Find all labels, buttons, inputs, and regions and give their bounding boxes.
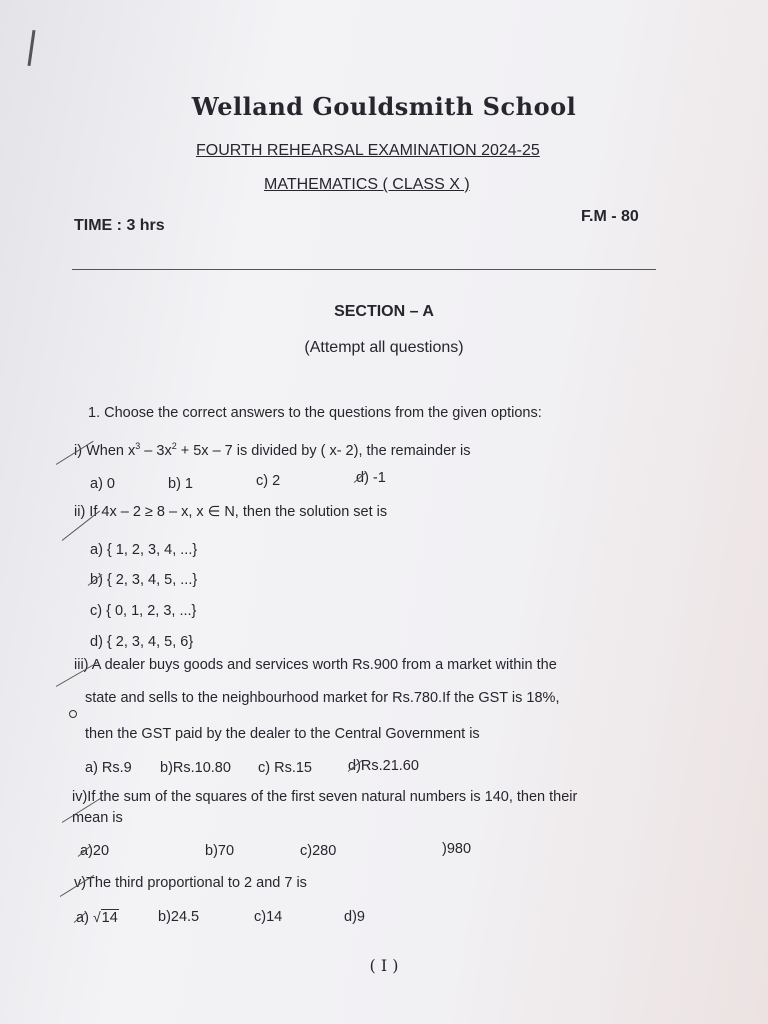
option-i-a: a) 0 bbox=[90, 476, 115, 492]
option-i-d: d) -1 bbox=[356, 470, 386, 486]
option-iv-b: b)70 bbox=[205, 843, 235, 859]
option-v-c: c)14 bbox=[254, 909, 283, 925]
question-i-part2: – 3x bbox=[140, 442, 172, 459]
question-iv-line1: iv)If the sum of the squares of the first seven natural numbers is 140, then their bbox=[72, 789, 578, 805]
option-ii-a: a) { 1, 2, 3, 4, ...} bbox=[90, 542, 198, 558]
section-title: SECTION – A bbox=[334, 303, 434, 320]
question-iv-line2: mean is bbox=[72, 810, 123, 826]
question-iii-line1: iii) A dealer buys goods and services worth Rs.900 from a market within the bbox=[74, 657, 557, 673]
question-iii-line3: then the GST paid by the dealer to the Central Government is bbox=[85, 726, 480, 742]
question-i-part3: + 5x – 7 is divided by ( x- 2), the remainder is bbox=[176, 442, 471, 459]
question-ii-stem: ii) If 4x – 2 ≥ 8 – x, x ∈ N, then the solution set is bbox=[74, 504, 388, 520]
exam-time: TIME : 3 hrs bbox=[74, 217, 165, 234]
option-iii-d: d)Rs.21.60 bbox=[348, 758, 419, 774]
option-iii-c: c) Rs.15 bbox=[258, 760, 312, 776]
option-ii-b: b) { 2, 3, 4, 5, ...} bbox=[90, 572, 198, 588]
margin-pen-mark bbox=[28, 30, 36, 66]
option-i-b: b) 1 bbox=[168, 476, 193, 492]
square-root: √14 bbox=[92, 909, 118, 926]
question-v-stem: v)The third proportional to 2 and 7 is bbox=[74, 875, 307, 891]
option-iv-a: a)20 bbox=[80, 843, 110, 859]
option-v-d: d)9 bbox=[344, 909, 365, 925]
question-iii-line2: state and sells to the neighbourhood market for Rs.780.If the GST is 18%, bbox=[85, 690, 560, 706]
exponent-2: 2 bbox=[171, 441, 177, 451]
option-iv-d: )980 bbox=[442, 841, 472, 857]
page-number: ( I ) bbox=[369, 956, 399, 975]
question-i-stem bbox=[74, 441, 470, 459]
question-i-part1: i) When x bbox=[74, 442, 136, 459]
pen-dot-mark bbox=[69, 710, 77, 718]
option-v-b: b)24.5 bbox=[158, 909, 200, 925]
subject-title: MATHEMATICS ( CLASS X ) bbox=[264, 176, 470, 193]
option-i-c: c) 2 bbox=[256, 473, 281, 489]
option-v-a bbox=[76, 909, 119, 926]
option-iii-a: a) Rs.9 bbox=[85, 760, 132, 776]
option-iii-b: b)Rs.10.80 bbox=[160, 760, 231, 776]
exponent-3: 3 bbox=[135, 441, 141, 451]
option-iv-c: c)280 bbox=[300, 843, 337, 859]
radicand: 14 bbox=[101, 910, 118, 926]
header-divider bbox=[72, 269, 656, 270]
section-instruction: (Attempt all questions) bbox=[304, 339, 464, 356]
school-name: Welland Gouldsmith School bbox=[191, 92, 577, 121]
option-ii-c: c) { 0, 1, 2, 3, ...} bbox=[90, 603, 197, 619]
option-ii-d: d) { 2, 3, 4, 5, 6} bbox=[90, 634, 194, 650]
exam-title: FOURTH REHEARSAL EXAMINATION 2024-25 bbox=[196, 142, 540, 159]
question-1-intro: 1. Choose the correct answers to the questions from the given options: bbox=[88, 405, 542, 421]
full-marks: F.M - 80 bbox=[581, 208, 639, 225]
option-v-a-label: a) bbox=[76, 910, 89, 926]
